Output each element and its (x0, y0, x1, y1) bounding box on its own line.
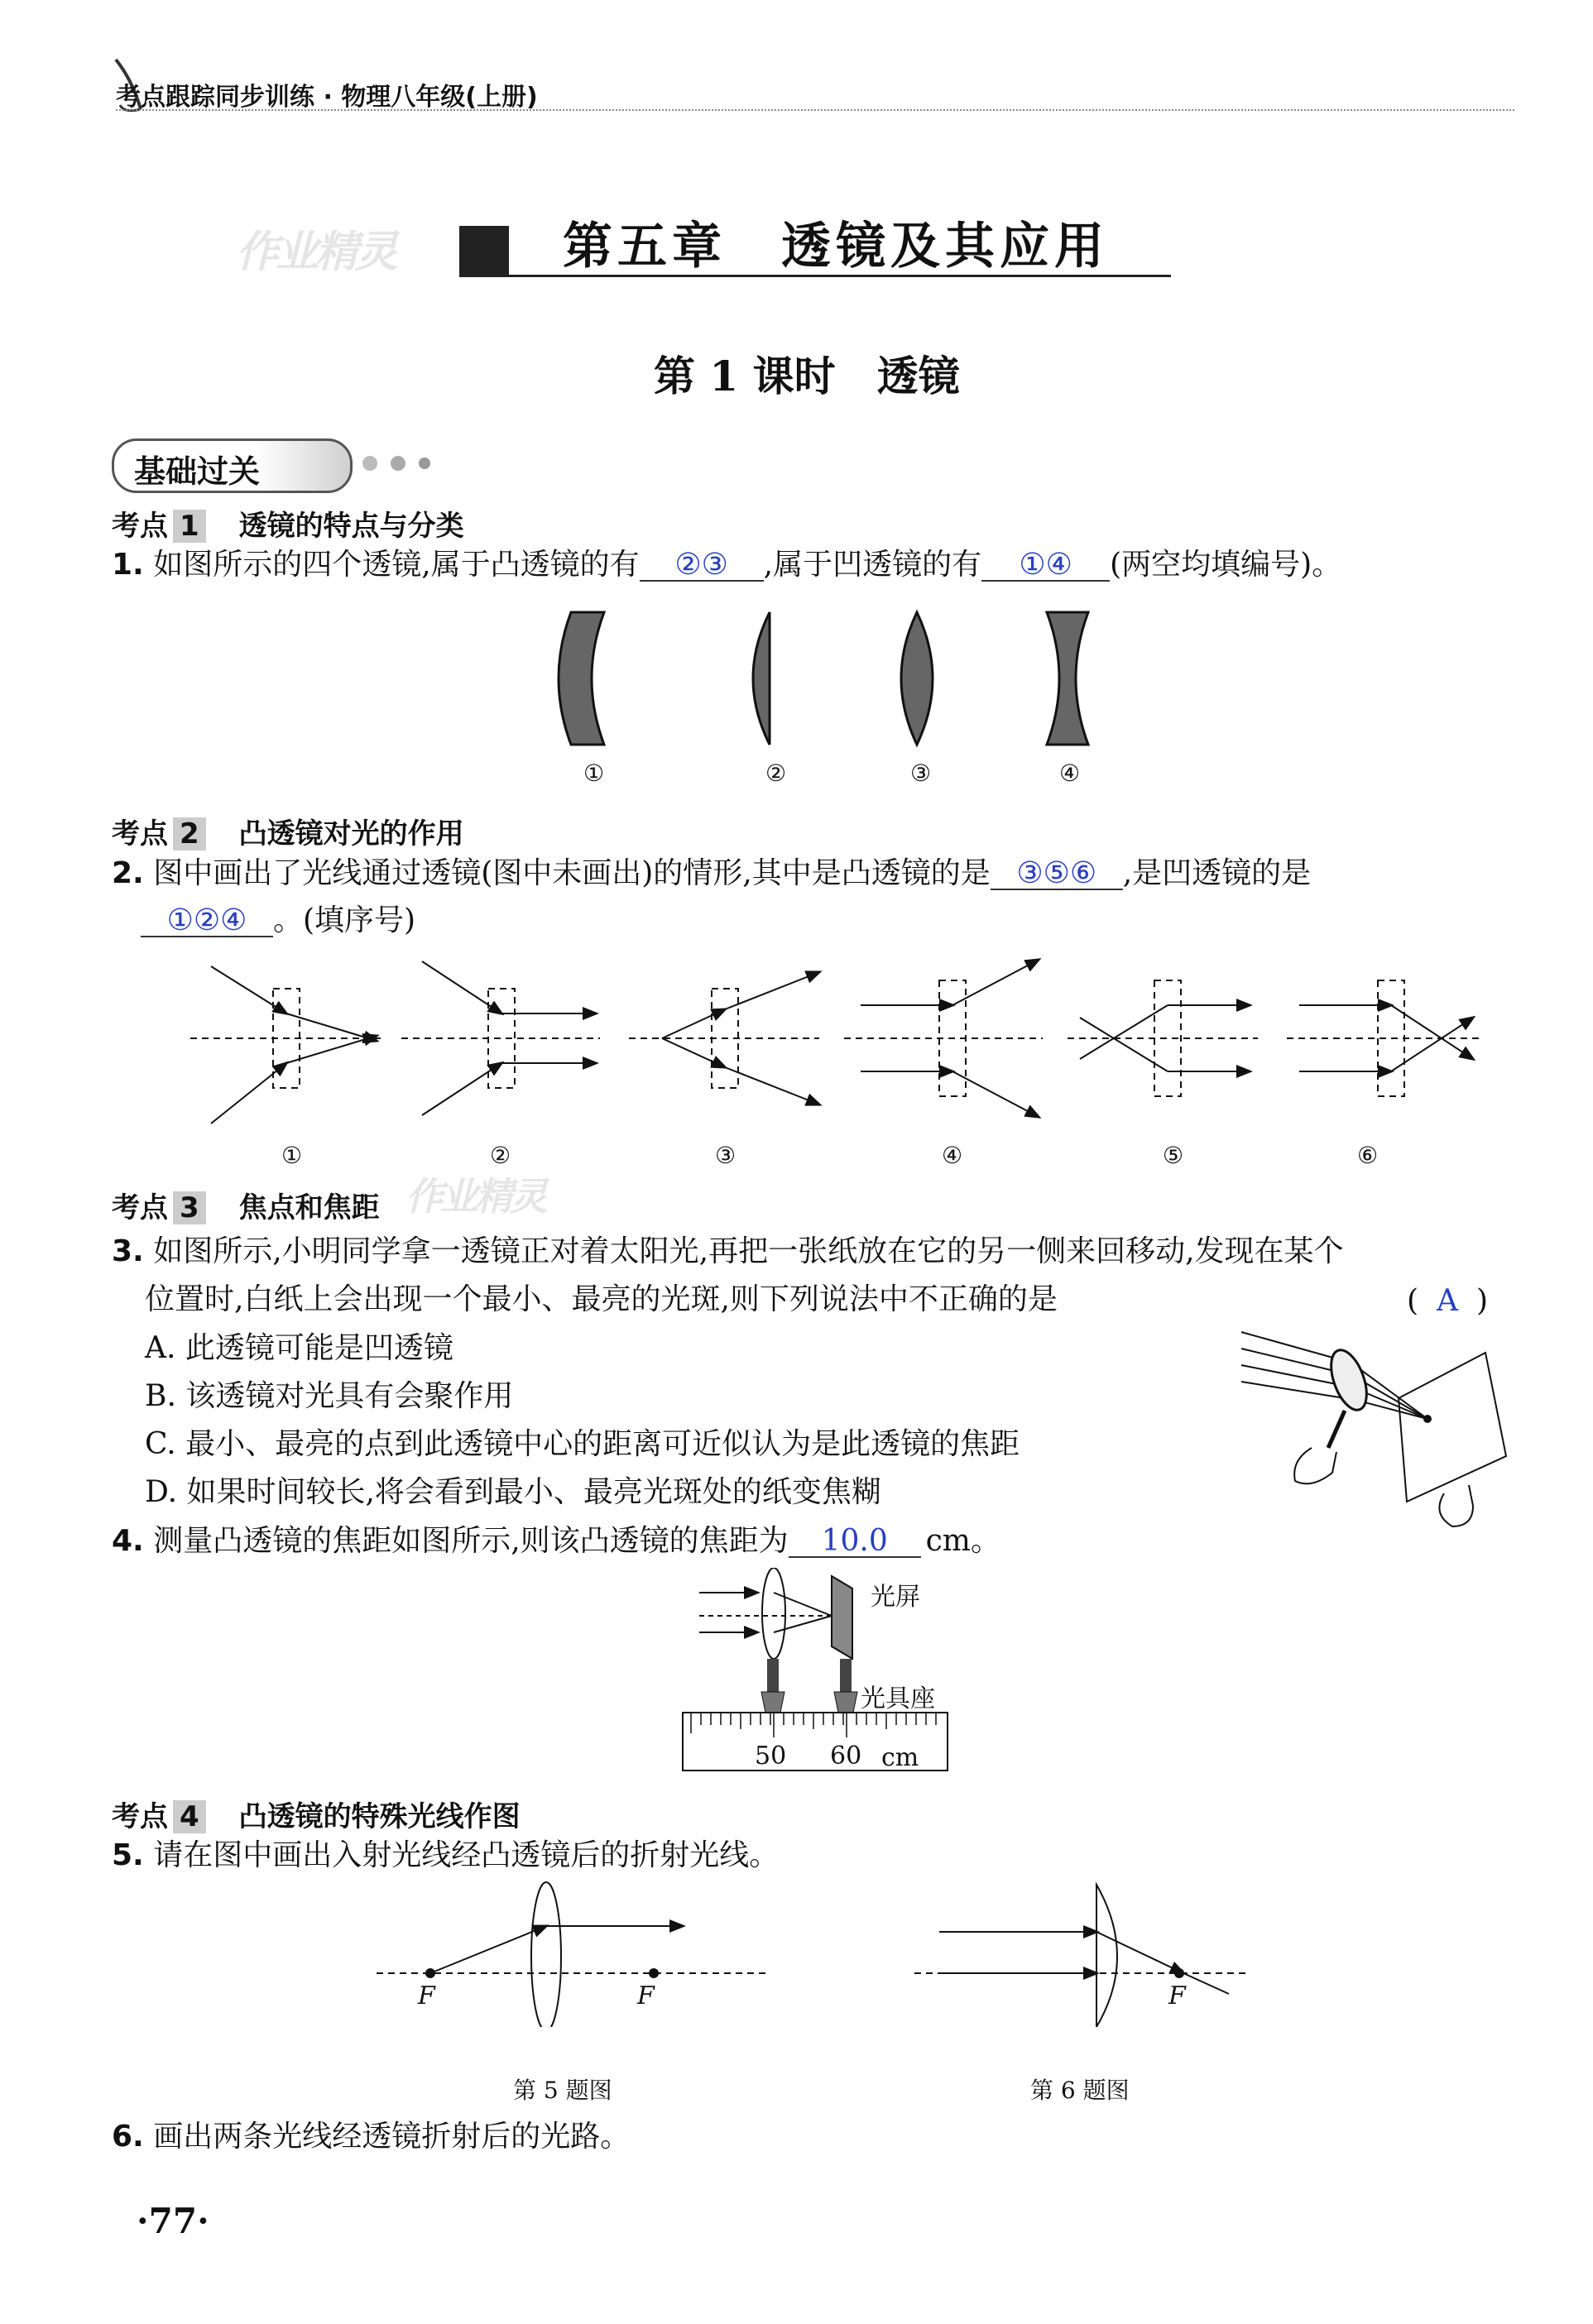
q3-option-a: A. 此透镜可能是凹透镜 (145, 1331, 453, 1365)
dot (419, 458, 430, 469)
ray-label: ⑤ (1163, 1142, 1184, 1169)
screen-label: 光屏 (871, 1583, 920, 1612)
focal-label: F (1168, 1981, 1186, 2010)
q3-option-d: D. 如果时间较长,将会看到最小、最亮光斑处的纸变焦糊 (145, 1475, 881, 1509)
lesson-title: 第 1 课时 透镜 (654, 352, 960, 400)
q1-answer-blank-2: ①④ (981, 550, 1110, 582)
ray-diagram-6 (1287, 980, 1481, 1096)
watermark: 作业精灵 (405, 1174, 545, 1219)
question-2-line2: ①②④ 。(填序号) (141, 906, 415, 937)
q3-answer-bracket: ( A ) (1407, 1284, 1489, 1318)
topic-heading: 考点 4 凸透镜的特殊光线作图 (112, 1800, 521, 1833)
ray-label: ① (281, 1142, 303, 1169)
header-divider (116, 109, 1514, 111)
lens-types-figure (530, 596, 1109, 794)
lens-label: ① (583, 759, 605, 787)
q2-answer-blank-1: ③⑤⑥ (991, 859, 1123, 890)
light-screen (832, 1576, 852, 1659)
question-2: 2. 图中画出了光线通过透镜(图中未画出)的情形,其中是凸透镜的是 ③⑤⑥ ,是凹透镜的是 (112, 856, 1312, 890)
hand-right (1439, 1485, 1473, 1526)
convex-lens (531, 1882, 561, 2027)
chapter-underline (459, 275, 1171, 277)
q4-answer-blank: 10.0 (789, 1526, 921, 1558)
section-label: 基础过关 (134, 453, 261, 490)
hand-lens (1324, 1345, 1374, 1415)
q3-option-b: B. 该透镜对光具有会聚作用 (145, 1379, 514, 1413)
sunlight-lens-figure (1233, 1315, 1514, 1539)
scale-60: 60 (830, 1742, 862, 1771)
question-3-line2: 位置时,白纸上会出现一个最小、最亮的光斑,则下列说法中不正确的是 (145, 1282, 1058, 1316)
topic-heading: 考点 1 透镜的特点与分类 (112, 510, 464, 543)
focal-point (1174, 1968, 1184, 1978)
ray-diagram-5 (1068, 980, 1258, 1096)
lens-label: ④ (1059, 759, 1081, 787)
question-4: 4. 测量凸透镜的焦距如图所示,则该凸透镜的焦距为 10.0 cm。 (112, 1524, 1000, 1558)
lens-1-concave-meniscus (559, 612, 604, 745)
topic-heading: 考点 2 凸透镜对光的作用 (112, 817, 464, 851)
paper-sheet (1399, 1353, 1506, 1502)
focal-point (425, 1968, 435, 1978)
question-1: 1. 如图所示的四个透镜,属于凸透镜的有 ②③ ,属于凹透镜的有 ①④ (两空均填编号)。 (112, 548, 1342, 582)
hand-left (1294, 1448, 1336, 1483)
q6-figure (910, 1878, 1258, 2027)
dot (362, 456, 377, 471)
question-5: 5. 请在图中画出入射光线经凸透镜后的折射光线。 (112, 1838, 780, 1872)
q3-option-c: C. 最小、最亮的点到此透镜中心的距离可近似认为是此透镜的焦距 (145, 1427, 1020, 1461)
plano-convex-lens (1096, 1885, 1117, 2027)
ray-label: ④ (942, 1142, 963, 1169)
lens-3-biconvex (901, 612, 933, 745)
ray-label: ③ (715, 1142, 737, 1169)
light-rays-figure (182, 951, 1490, 1133)
ray-diagram-1 (190, 966, 381, 1124)
focal-label: F (418, 1981, 435, 2010)
header-title: 考点跟踪同步训练 · 物理八年级(上册) (116, 83, 538, 112)
focal-label: F (637, 1981, 655, 2010)
scale-50: 50 (755, 1742, 787, 1771)
question-3: 3. 如图所示,小明同学拿一透镜正对着太阳光,再把一张纸放在它的另一侧来回移动,发现在某个 (112, 1234, 1344, 1268)
q1-answer-blank-1: ②③ (640, 550, 764, 582)
ray-label: ⑥ (1357, 1142, 1379, 1169)
ray-diagram-2 (401, 961, 600, 1115)
scale-unit: cm (881, 1743, 919, 1772)
topic-heading: 考点 3 焦点和焦距 (112, 1191, 380, 1224)
question-6: 6. 画出两条光线经透镜折射后的光路。 (112, 2120, 631, 2154)
q2-answer-blank-2: ①②④ (141, 906, 273, 937)
ray-label: ② (490, 1142, 511, 1169)
section-badge (112, 438, 353, 493)
lens-2-plano-convex (753, 612, 770, 745)
ray-diagram-4 (844, 960, 1043, 1117)
lens-4-biconcave (1047, 612, 1088, 745)
chapter-bar (459, 226, 509, 276)
convex-lens (762, 1568, 785, 1659)
bench-label: 光具座 (861, 1684, 935, 1713)
watermark: 作业精灵 (236, 228, 396, 277)
focal-point (649, 1968, 659, 1978)
q5-caption: 第 5 题图 (513, 2077, 612, 2104)
ray-diagram-3 (629, 972, 819, 1104)
dot (391, 456, 405, 471)
lens-label: ③ (910, 759, 932, 787)
q6-caption: 第 6 题图 (1030, 2077, 1130, 2104)
chapter-title: 第五章 透镜及其应用 (563, 218, 1109, 276)
lens-label: ② (765, 759, 787, 787)
page-number: ·77· (137, 2201, 209, 2241)
